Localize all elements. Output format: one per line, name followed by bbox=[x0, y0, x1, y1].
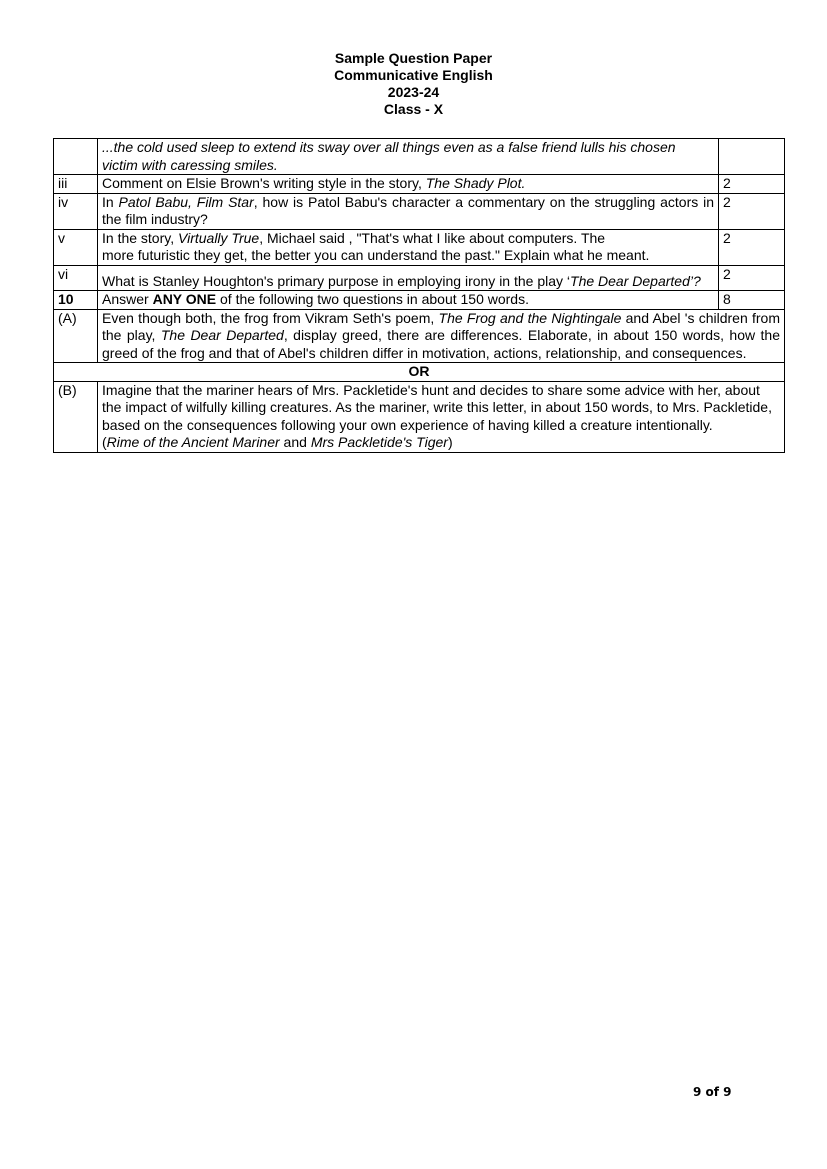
question-text: In the story, Virtually True, Michael said , "That's what I like about computers. The more futuristic they get, the better you can understand the past." Explain what he meant. bbox=[98, 229, 719, 265]
table-row bbox=[54, 265, 785, 291]
question-number: 10 bbox=[54, 291, 98, 310]
question-text bbox=[98, 139, 719, 175]
or-divider: OR bbox=[54, 363, 785, 382]
table-row bbox=[54, 309, 785, 363]
header-title: Sample Question Paper bbox=[334, 50, 493, 66]
marks-cell: 2 bbox=[719, 265, 785, 291]
marks-cell: 2 bbox=[719, 175, 785, 194]
question-text: Even though both, the frog from Vikram Seth's poem, The Frog and the Nightingale and Abel 's children from the play, The Dear Departed, display greed, there are differences. Elaborate, in about 150 words, how the greed of the frog and that of Abel's children differ in motivation, actions, relationship, and consequences. bbox=[98, 309, 785, 363]
marks-cell: 2 bbox=[719, 193, 785, 229]
quote-text: ...the cold used sleep to extend its sway over all things even as a false friend lulls his chosen victim with caressing smiles. bbox=[102, 139, 676, 173]
table-row bbox=[54, 291, 785, 310]
question-number: (A) bbox=[54, 309, 98, 363]
question-text: In Patol Babu, Film Star, how is Patol Babu's character a commentary on the struggling actors in the film industry? bbox=[98, 193, 719, 229]
marks-cell bbox=[719, 139, 785, 175]
table-row bbox=[54, 381, 785, 452]
question-number bbox=[54, 139, 98, 175]
question-text: Imagine that the mariner hears of Mrs. Packletide's hunt and decides to share some advice with her, about the impact of wilfully killing creatures. As the mariner, write this letter, in about 150 words, to Mrs. Packletide, based on the consequences following your own experience of having killed a creature intentionally. (Rime of the Ancient Mariner and Mrs Packletide's Tiger) bbox=[98, 381, 785, 452]
question-number: vi bbox=[54, 265, 98, 291]
question-table bbox=[53, 138, 785, 453]
question-number: iii bbox=[54, 175, 98, 194]
table-row bbox=[54, 229, 785, 265]
question-text: Comment on Elsie Brown's writing style in the story, The Shady Plot. bbox=[98, 175, 719, 194]
question-text: What is Stanley Houghton's primary purpose in employing irony in the play ‘The Dear Departed’? bbox=[98, 265, 719, 291]
table-row bbox=[54, 193, 785, 229]
question-number: iv bbox=[54, 193, 98, 229]
question-number: (B) bbox=[54, 381, 98, 452]
header-subject: Communicative English bbox=[334, 67, 493, 83]
header-class: Class - X bbox=[383, 101, 444, 117]
table-row bbox=[54, 139, 785, 175]
question-text: Answer ANY ONE of the following two questions in about 150 words. bbox=[98, 291, 719, 310]
table-row bbox=[54, 175, 785, 194]
marks-cell: 8 bbox=[719, 291, 785, 310]
page-number: 9 of 9 bbox=[693, 1085, 732, 1099]
table-row bbox=[54, 363, 785, 382]
question-number: v bbox=[54, 229, 98, 265]
paper-header bbox=[0, 50, 827, 118]
header-year: 2023-24 bbox=[387, 84, 440, 100]
marks-cell: 2 bbox=[719, 229, 785, 265]
